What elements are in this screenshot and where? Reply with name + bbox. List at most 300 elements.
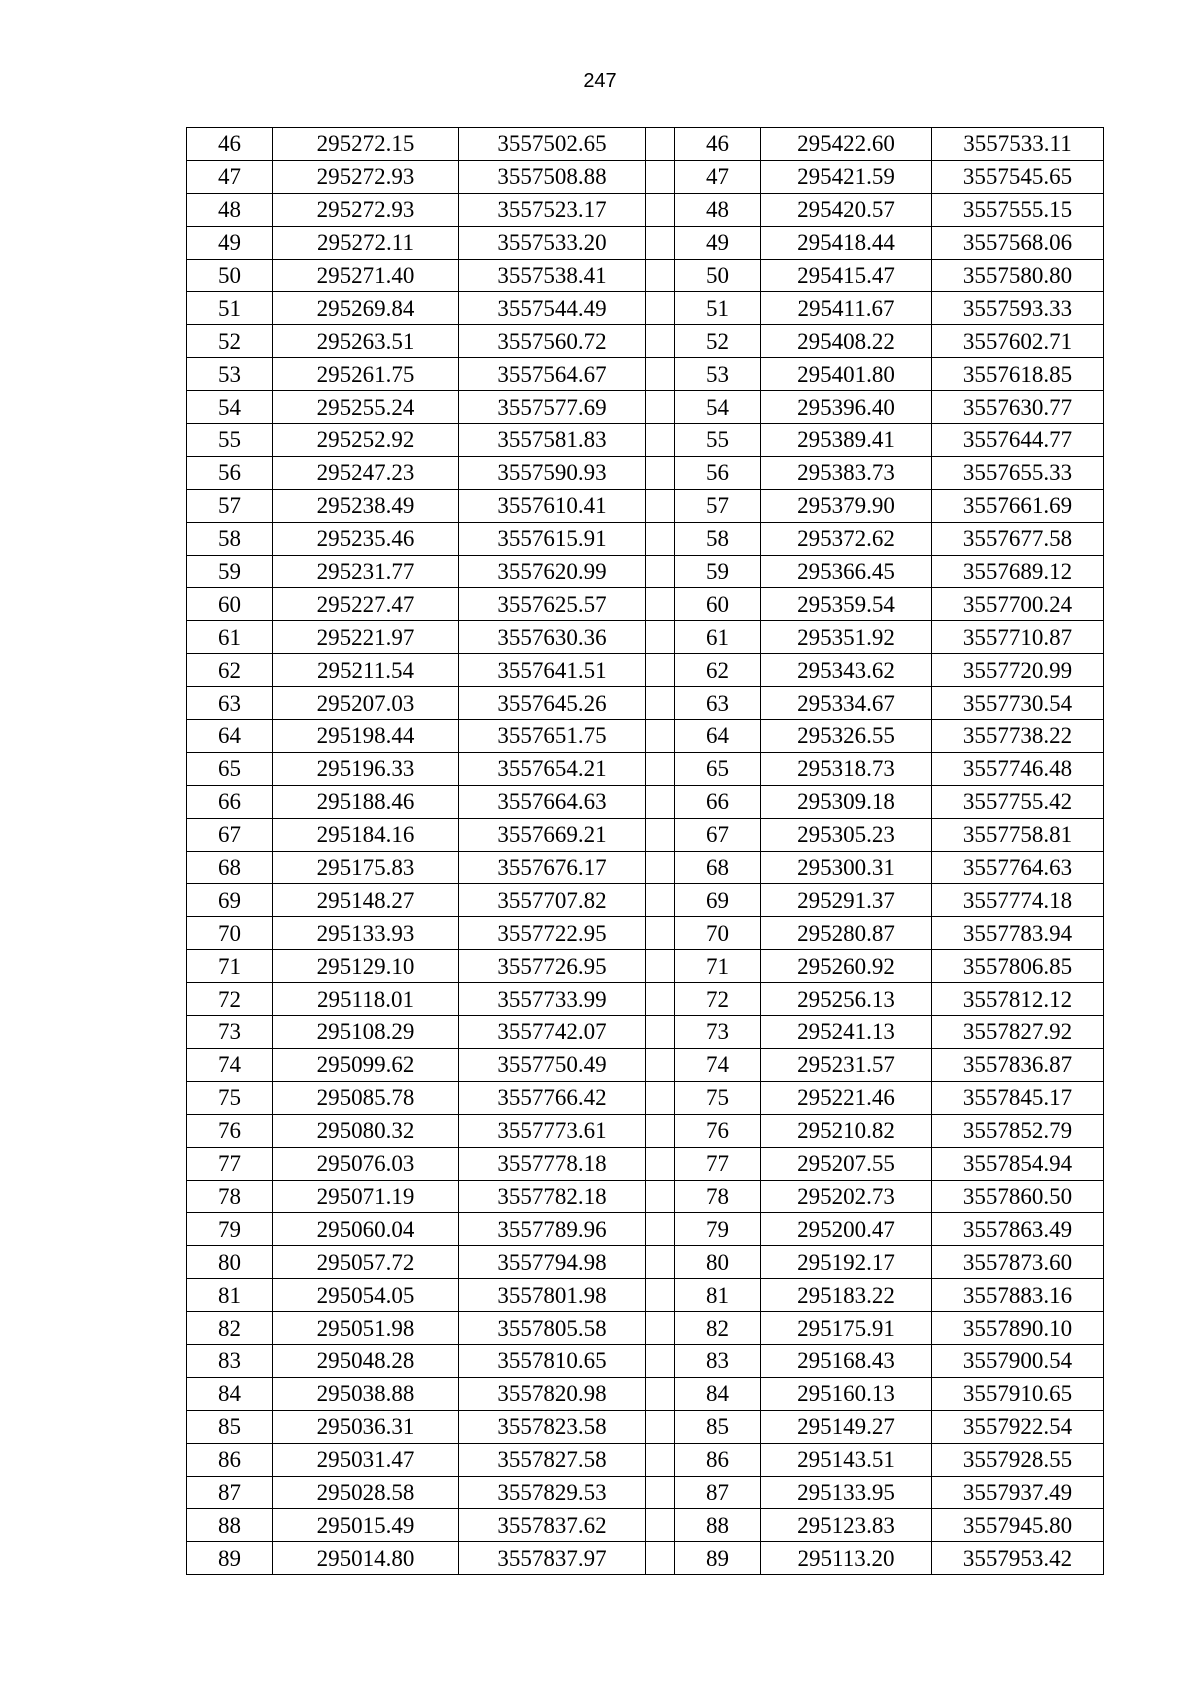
point-number-right: 47 [675,160,761,193]
y-coordinate-left: 3557820.98 [459,1377,646,1410]
point-number-left: 62 [187,654,273,687]
table-row [187,489,1104,522]
point-number-left: 69 [187,884,273,917]
table-row [187,1344,1104,1377]
x-coordinate-left: 295038.88 [273,1377,459,1410]
y-coordinate-right: 3557580.80 [932,259,1104,292]
x-coordinate-right: 295160.13 [761,1377,932,1410]
y-coordinate-left: 3557577.69 [459,391,646,424]
table-row [187,424,1104,457]
y-coordinate-right: 3557873.60 [932,1246,1104,1279]
spacer-cell [646,1180,675,1213]
x-coordinate-left: 295148.27 [273,884,459,917]
point-number-right: 46 [675,128,761,161]
table-row [187,720,1104,753]
point-number-left: 49 [187,226,273,259]
point-number-left: 73 [187,1016,273,1049]
x-coordinate-right: 295241.13 [761,1016,932,1049]
y-coordinate-right: 3557755.42 [932,785,1104,818]
x-coordinate-right: 295133.95 [761,1476,932,1509]
y-coordinate-right: 3557928.55 [932,1443,1104,1476]
x-coordinate-left: 295129.10 [273,950,459,983]
y-coordinate-right: 3557910.65 [932,1377,1104,1410]
x-coordinate-right: 295168.43 [761,1344,932,1377]
y-coordinate-right: 3557812.12 [932,983,1104,1016]
x-coordinate-left: 295269.84 [273,292,459,325]
y-coordinate-right: 3557774.18 [932,884,1104,917]
point-number-right: 50 [675,259,761,292]
spacer-cell [646,1344,675,1377]
point-number-left: 85 [187,1410,273,1443]
x-coordinate-left: 295238.49 [273,489,459,522]
y-coordinate-left: 3557625.57 [459,588,646,621]
spacer-cell [646,1476,675,1509]
point-number-left: 86 [187,1443,273,1476]
y-coordinate-left: 3557778.18 [459,1147,646,1180]
table-row [187,588,1104,621]
point-number-left: 57 [187,489,273,522]
x-coordinate-left: 295252.92 [273,424,459,457]
table-row [187,358,1104,391]
point-number-left: 56 [187,456,273,489]
spacer-cell [646,1081,675,1114]
x-coordinate-left: 295196.33 [273,752,459,785]
point-number-right: 56 [675,456,761,489]
y-coordinate-left: 3557564.67 [459,358,646,391]
x-coordinate-left: 295014.80 [273,1542,459,1575]
spacer-cell [646,424,675,457]
x-coordinate-left: 295015.49 [273,1509,459,1542]
spacer-cell [646,292,675,325]
y-coordinate-right: 3557720.99 [932,654,1104,687]
table-row [187,391,1104,424]
y-coordinate-right: 3557602.71 [932,325,1104,358]
point-number-right: 66 [675,785,761,818]
table-row [187,1443,1104,1476]
point-number-right: 83 [675,1344,761,1377]
spacer-cell [646,522,675,555]
point-number-right: 52 [675,325,761,358]
x-coordinate-right: 295291.37 [761,884,932,917]
x-coordinate-right: 295401.80 [761,358,932,391]
y-coordinate-right: 3557945.80 [932,1509,1104,1542]
y-coordinate-left: 3557750.49 [459,1048,646,1081]
point-number-right: 78 [675,1180,761,1213]
spacer-cell [646,1016,675,1049]
point-number-right: 81 [675,1279,761,1312]
x-coordinate-left: 295207.03 [273,687,459,720]
spacer-cell [646,917,675,950]
point-number-left: 58 [187,522,273,555]
table-row [187,818,1104,851]
table-row [187,621,1104,654]
y-coordinate-right: 3557568.06 [932,226,1104,259]
point-number-left: 59 [187,555,273,588]
y-coordinate-left: 3557654.21 [459,752,646,785]
y-coordinate-right: 3557854.94 [932,1147,1104,1180]
table-row [187,555,1104,588]
spacer-cell [646,391,675,424]
x-coordinate-right: 295372.62 [761,522,932,555]
point-number-right: 65 [675,752,761,785]
point-number-right: 64 [675,720,761,753]
x-coordinate-right: 295366.45 [761,555,932,588]
y-coordinate-left: 3557615.91 [459,522,646,555]
x-coordinate-left: 295099.62 [273,1048,459,1081]
spacer-cell [646,358,675,391]
table-row [187,752,1104,785]
y-coordinate-left: 3557538.41 [459,259,646,292]
y-coordinate-left: 3557789.96 [459,1213,646,1246]
y-coordinate-left: 3557581.83 [459,424,646,457]
y-coordinate-right: 3557900.54 [932,1344,1104,1377]
x-coordinate-left: 295060.04 [273,1213,459,1246]
x-coordinate-right: 295149.27 [761,1410,932,1443]
x-coordinate-left: 295085.78 [273,1081,459,1114]
y-coordinate-left: 3557766.42 [459,1081,646,1114]
y-coordinate-right: 3557630.77 [932,391,1104,424]
spacer-cell [646,1312,675,1345]
x-coordinate-left: 295227.47 [273,588,459,621]
table-row [187,1279,1104,1312]
point-number-left: 51 [187,292,273,325]
spacer-cell [646,785,675,818]
table-row [187,1114,1104,1147]
y-coordinate-left: 3557722.95 [459,917,646,950]
y-coordinate-right: 3557661.69 [932,489,1104,522]
spacer-cell [646,226,675,259]
x-coordinate-left: 295272.93 [273,160,459,193]
point-number-left: 71 [187,950,273,983]
x-coordinate-right: 295123.83 [761,1509,932,1542]
x-coordinate-right: 295210.82 [761,1114,932,1147]
y-coordinate-left: 3557733.99 [459,983,646,1016]
table-row [187,1476,1104,1509]
point-number-right: 68 [675,851,761,884]
y-coordinate-right: 3557953.42 [932,1542,1104,1575]
y-coordinate-left: 3557669.21 [459,818,646,851]
y-coordinate-right: 3557545.65 [932,160,1104,193]
table-row [187,1213,1104,1246]
spacer-cell [646,259,675,292]
x-coordinate-left: 295198.44 [273,720,459,753]
y-coordinate-left: 3557676.17 [459,851,646,884]
y-coordinate-right: 3557655.33 [932,456,1104,489]
y-coordinate-left: 3557620.99 [459,555,646,588]
point-number-right: 54 [675,391,761,424]
point-number-left: 87 [187,1476,273,1509]
coordinates-table-body [187,128,1104,1575]
y-coordinate-right: 3557738.22 [932,720,1104,753]
point-number-right: 71 [675,950,761,983]
x-coordinate-right: 295420.57 [761,193,932,226]
spacer-cell [646,193,675,226]
x-coordinate-right: 295326.55 [761,720,932,753]
y-coordinate-left: 3557794.98 [459,1246,646,1279]
point-number-right: 67 [675,818,761,851]
x-coordinate-left: 295108.29 [273,1016,459,1049]
point-number-right: 76 [675,1114,761,1147]
spacer-cell [646,1443,675,1476]
point-number-right: 61 [675,621,761,654]
x-coordinate-right: 295351.92 [761,621,932,654]
y-coordinate-right: 3557836.87 [932,1048,1104,1081]
table-row [187,851,1104,884]
x-coordinate-right: 295300.31 [761,851,932,884]
x-coordinate-right: 295207.55 [761,1147,932,1180]
y-coordinate-left: 3557590.93 [459,456,646,489]
y-coordinate-right: 3557677.58 [932,522,1104,555]
point-number-left: 60 [187,588,273,621]
x-coordinate-left: 295175.83 [273,851,459,884]
point-number-right: 58 [675,522,761,555]
spacer-cell [646,687,675,720]
y-coordinate-right: 3557883.16 [932,1279,1104,1312]
table-row [187,950,1104,983]
point-number-left: 81 [187,1279,273,1312]
x-coordinate-left: 295184.16 [273,818,459,851]
spacer-cell [646,456,675,489]
spacer-cell [646,818,675,851]
x-coordinate-left: 295247.23 [273,456,459,489]
y-coordinate-left: 3557560.72 [459,325,646,358]
y-coordinate-left: 3557827.58 [459,1443,646,1476]
y-coordinate-left: 3557645.26 [459,687,646,720]
x-coordinate-left: 295272.15 [273,128,459,161]
x-coordinate-right: 295183.22 [761,1279,932,1312]
x-coordinate-left: 295188.46 [273,785,459,818]
point-number-right: 63 [675,687,761,720]
point-number-right: 57 [675,489,761,522]
point-number-left: 72 [187,983,273,1016]
point-number-left: 70 [187,917,273,950]
point-number-left: 53 [187,358,273,391]
spacer-cell [646,950,675,983]
point-number-left: 65 [187,752,273,785]
y-coordinate-right: 3557644.77 [932,424,1104,457]
x-coordinate-left: 295118.01 [273,983,459,1016]
point-number-left: 50 [187,259,273,292]
x-coordinate-right: 295334.67 [761,687,932,720]
point-number-left: 52 [187,325,273,358]
table-row [187,687,1104,720]
y-coordinate-left: 3557742.07 [459,1016,646,1049]
y-coordinate-right: 3557827.92 [932,1016,1104,1049]
y-coordinate-left: 3557651.75 [459,720,646,753]
point-number-right: 69 [675,884,761,917]
x-coordinate-right: 295309.18 [761,785,932,818]
y-coordinate-right: 3557758.81 [932,818,1104,851]
y-coordinate-left: 3557801.98 [459,1279,646,1312]
point-number-left: 88 [187,1509,273,1542]
x-coordinate-left: 295080.32 [273,1114,459,1147]
point-number-left: 83 [187,1344,273,1377]
x-coordinate-right: 295383.73 [761,456,932,489]
table-row [187,1246,1104,1279]
x-coordinate-right: 295411.67 [761,292,932,325]
y-coordinate-right: 3557593.33 [932,292,1104,325]
point-number-left: 66 [187,785,273,818]
spacer-cell [646,621,675,654]
x-coordinate-right: 295379.90 [761,489,932,522]
x-coordinate-right: 295202.73 [761,1180,932,1213]
x-coordinate-left: 295235.46 [273,522,459,555]
y-coordinate-right: 3557860.50 [932,1180,1104,1213]
point-number-right: 70 [675,917,761,950]
table-row [187,522,1104,555]
x-coordinate-right: 295113.20 [761,1542,932,1575]
spacer-cell [646,654,675,687]
x-coordinate-right: 295192.17 [761,1246,932,1279]
y-coordinate-left: 3557502.65 [459,128,646,161]
point-number-right: 87 [675,1476,761,1509]
y-coordinate-right: 3557863.49 [932,1213,1104,1246]
x-coordinate-right: 295389.41 [761,424,932,457]
y-coordinate-left: 3557610.41 [459,489,646,522]
point-number-left: 68 [187,851,273,884]
y-coordinate-left: 3557837.97 [459,1542,646,1575]
table-row [187,292,1104,325]
x-coordinate-right: 295256.13 [761,983,932,1016]
table-row [187,1312,1104,1345]
y-coordinate-right: 3557618.85 [932,358,1104,391]
table-row [187,1081,1104,1114]
x-coordinate-left: 295272.93 [273,193,459,226]
y-coordinate-right: 3557533.11 [932,128,1104,161]
point-number-right: 59 [675,555,761,588]
x-coordinate-left: 295261.75 [273,358,459,391]
y-coordinate-right: 3557806.85 [932,950,1104,983]
point-number-left: 74 [187,1048,273,1081]
point-number-left: 63 [187,687,273,720]
x-coordinate-left: 295028.58 [273,1476,459,1509]
table-row [187,884,1104,917]
point-number-right: 51 [675,292,761,325]
point-number-left: 54 [187,391,273,424]
table-row [187,1048,1104,1081]
point-number-left: 75 [187,1081,273,1114]
y-coordinate-right: 3557730.54 [932,687,1104,720]
y-coordinate-left: 3557544.49 [459,292,646,325]
table-row [187,226,1104,259]
point-number-left: 78 [187,1180,273,1213]
point-number-right: 48 [675,193,761,226]
table-row [187,1377,1104,1410]
x-coordinate-left: 295272.11 [273,226,459,259]
x-coordinate-left: 295211.54 [273,654,459,687]
point-number-right: 73 [675,1016,761,1049]
x-coordinate-right: 295305.23 [761,818,932,851]
table-row [187,128,1104,161]
y-coordinate-right: 3557689.12 [932,555,1104,588]
point-number-right: 62 [675,654,761,687]
y-coordinate-right: 3557845.17 [932,1081,1104,1114]
spacer-cell [646,1542,675,1575]
table-row [187,917,1104,950]
spacer-cell [646,983,675,1016]
table-row [187,1016,1104,1049]
x-coordinate-left: 295263.51 [273,325,459,358]
x-coordinate-right: 295408.22 [761,325,932,358]
point-number-left: 79 [187,1213,273,1246]
point-number-left: 76 [187,1114,273,1147]
spacer-cell [646,752,675,785]
x-coordinate-left: 295221.97 [273,621,459,654]
x-coordinate-right: 295231.57 [761,1048,932,1081]
spacer-cell [646,489,675,522]
x-coordinate-left: 295271.40 [273,259,459,292]
y-coordinate-left: 3557641.51 [459,654,646,687]
table-row [187,983,1104,1016]
page-number: 247 [583,70,617,92]
y-coordinate-right: 3557937.49 [932,1476,1104,1509]
spacer-cell [646,1147,675,1180]
y-coordinate-right: 3557764.63 [932,851,1104,884]
x-coordinate-left: 295071.19 [273,1180,459,1213]
point-number-left: 67 [187,818,273,851]
spacer-cell [646,720,675,753]
spacer-cell [646,160,675,193]
spacer-cell [646,1377,675,1410]
point-number-left: 84 [187,1377,273,1410]
point-number-left: 80 [187,1246,273,1279]
table-row [187,1410,1104,1443]
table-row [187,1542,1104,1575]
table-row [187,325,1104,358]
y-coordinate-right: 3557852.79 [932,1114,1104,1147]
x-coordinate-right: 295415.47 [761,259,932,292]
table-row [187,1509,1104,1542]
point-number-right: 89 [675,1542,761,1575]
point-number-right: 80 [675,1246,761,1279]
spacer-cell [646,1279,675,1312]
point-number-right: 60 [675,588,761,621]
point-number-left: 61 [187,621,273,654]
point-number-right: 74 [675,1048,761,1081]
table-row [187,259,1104,292]
spacer-cell [646,1048,675,1081]
x-coordinate-right: 295175.91 [761,1312,932,1345]
point-number-right: 72 [675,983,761,1016]
y-coordinate-right: 3557555.15 [932,193,1104,226]
x-coordinate-left: 295051.98 [273,1312,459,1345]
y-coordinate-left: 3557630.36 [459,621,646,654]
spacer-cell [646,884,675,917]
coordinates-table [186,127,1104,1575]
spacer-cell [646,325,675,358]
x-coordinate-right: 295318.73 [761,752,932,785]
x-coordinate-left: 295048.28 [273,1344,459,1377]
spacer-cell [646,1114,675,1147]
point-number-left: 47 [187,160,273,193]
point-number-left: 55 [187,424,273,457]
point-number-right: 53 [675,358,761,391]
y-coordinate-right: 3557922.54 [932,1410,1104,1443]
point-number-left: 48 [187,193,273,226]
spacer-cell [646,1509,675,1542]
x-coordinate-left: 295255.24 [273,391,459,424]
table-row [187,1147,1104,1180]
point-number-right: 86 [675,1443,761,1476]
table-row [187,160,1104,193]
y-coordinate-left: 3557782.18 [459,1180,646,1213]
spacer-cell [646,1213,675,1246]
point-number-right: 88 [675,1509,761,1542]
x-coordinate-left: 295231.77 [273,555,459,588]
y-coordinate-left: 3557508.88 [459,160,646,193]
x-coordinate-right: 295422.60 [761,128,932,161]
point-number-right: 55 [675,424,761,457]
